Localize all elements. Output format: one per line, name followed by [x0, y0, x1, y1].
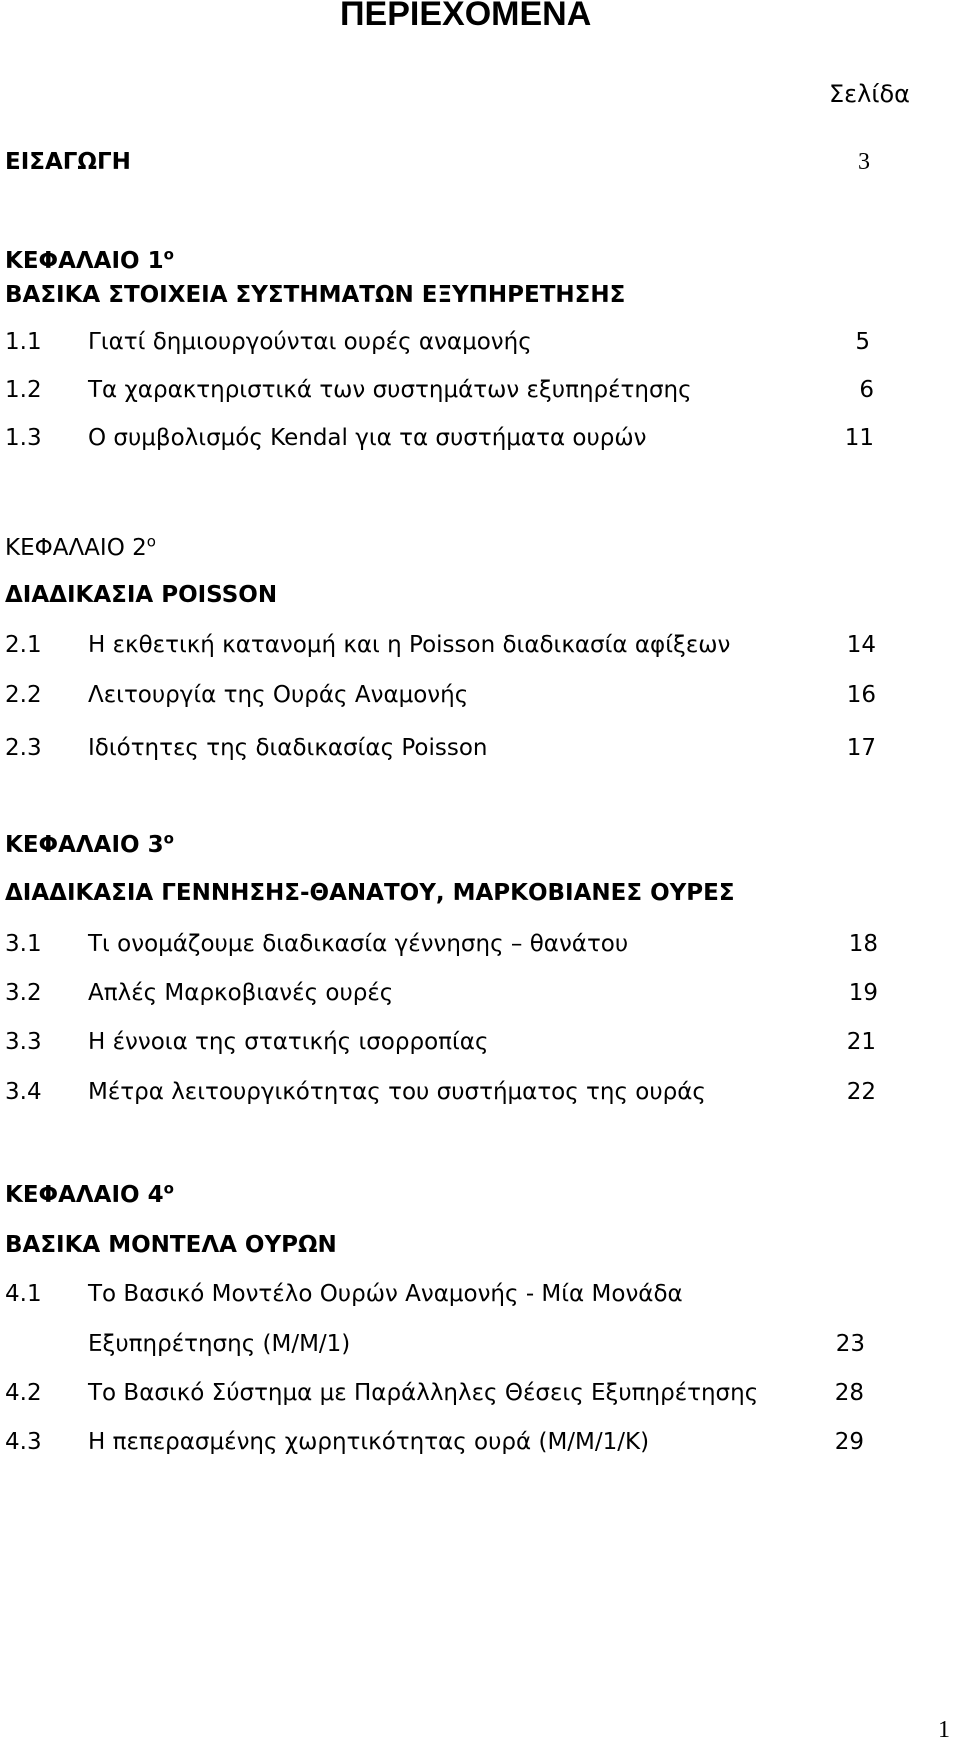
- toc-title: ΠΕΡΙΕΧΟΜΕΝΑ: [340, 0, 592, 33]
- section-page: 14: [846, 632, 876, 658]
- section-page: 6: [859, 377, 874, 403]
- section-page: 29: [834, 1429, 864, 1455]
- chapter-heading: ΚΕΦΑΛΑΙΟ $2^o$: [5, 532, 156, 561]
- chapter-heading: ΚΕΦΑΛΑΙΟ $4^o$: [5, 1179, 174, 1208]
- section-page: 5: [855, 329, 870, 355]
- section-title: Η πεπερασμένης χωρητικότητας ουρά (M/M/1/K): [88, 1429, 650, 1455]
- section-page: 18: [848, 931, 878, 957]
- section-title-continuation: Εξυπηρέτησης (M/M/1): [88, 1331, 351, 1357]
- section-page: 11: [844, 425, 874, 451]
- section-title: Λειτουργία της Ουράς Αναμονής: [88, 682, 469, 708]
- section-page: 16: [846, 682, 876, 708]
- section-title: Γιατί δημιουργούνται ουρές αναμονής: [88, 329, 532, 355]
- chapter-heading: ΚΕΦΑΛΑΙΟ $3^o$: [5, 829, 174, 858]
- section-title: Μέτρα λειτουργικότητας του συστήματος της ουράς: [88, 1079, 706, 1105]
- section-number: 2.1: [5, 632, 42, 658]
- section-page: 21: [846, 1029, 876, 1055]
- section-number: 3.2: [5, 980, 42, 1006]
- section-number: 3.3: [5, 1029, 42, 1055]
- section-page: 28: [834, 1380, 864, 1406]
- chapter-heading: ΚΕΦΑΛΑΙΟ $1^o$: [5, 245, 174, 274]
- section-page: 17: [846, 735, 876, 761]
- page-column-label: Σελίδα: [829, 80, 910, 108]
- section-title: Απλές Μαρκοβιανές ουρές: [88, 980, 394, 1006]
- section-title: Ο συμβολισμός Kendal για τα συστήματα ουρών: [88, 425, 647, 451]
- section-number: 4.3: [5, 1429, 42, 1455]
- section-title: Τα χαρακτηριστικά των συστημάτων εξυπηρέτησης: [88, 377, 692, 403]
- page-number: 1: [938, 1717, 950, 1743]
- section-page: 22: [846, 1079, 876, 1105]
- section-title: Το Βασικό Μοντέλο Ουρών Αναμονής - Μία Μονάδα: [88, 1281, 683, 1307]
- intro-page: 3: [858, 149, 870, 175]
- section-page: 23: [835, 1331, 865, 1357]
- section-number: 1.1: [5, 329, 42, 355]
- chapter-subtitle: ΔΙΑΔΙΚΑΣΙΑ POISSON: [5, 582, 278, 608]
- section-title: Ιδιότητες της διαδικασίας Poisson: [88, 735, 488, 761]
- section-number: 3.4: [5, 1079, 42, 1105]
- section-number: 3.1: [5, 931, 42, 957]
- section-title: Το Βασικό Σύστημα με Παράλληλες Θέσεις Εξυπηρέτησης: [88, 1380, 759, 1406]
- chapter-subtitle: ΒΑΣΙΚΑ ΜΟΝΤΕΛΑ ΟΥΡΩΝ: [5, 1232, 337, 1258]
- section-page: 19: [848, 980, 878, 1006]
- section-number: 4.2: [5, 1380, 42, 1406]
- section-title: Τι ονομάζουμε διαδικασία γέννησης – θανάτου: [88, 931, 629, 957]
- chapter-subtitle: ΔΙΑΔΙΚΑΣΙΑ ΓΕΝΝΗΣΗΣ-ΘΑΝΑΤΟΥ, ΜΑΡΚΟΒΙΑΝΕΣ ΟΥΡΕΣ: [5, 880, 735, 906]
- section-title: Η έννοια της στατικής ισορροπίας: [88, 1029, 489, 1055]
- section-number: 4.1: [5, 1281, 42, 1307]
- section-title: Η εκθετική κατανομή και η Poisson διαδικασία αφίξεων: [88, 632, 731, 658]
- chapter-subtitle: ΒΑΣΙΚΑ ΣΤΟΙΧΕΙΑ ΣΥΣΤΗΜΑΤΩΝ ΕΞΥΠΗΡΕΤΗΣΗΣ: [5, 282, 626, 308]
- section-number: 2.2: [5, 682, 42, 708]
- section-number: 2.3: [5, 735, 42, 761]
- intro-label: ΕΙΣΑΓΩΓΗ: [5, 149, 131, 175]
- section-number: 1.3: [5, 425, 42, 451]
- section-number: 1.2: [5, 377, 42, 403]
